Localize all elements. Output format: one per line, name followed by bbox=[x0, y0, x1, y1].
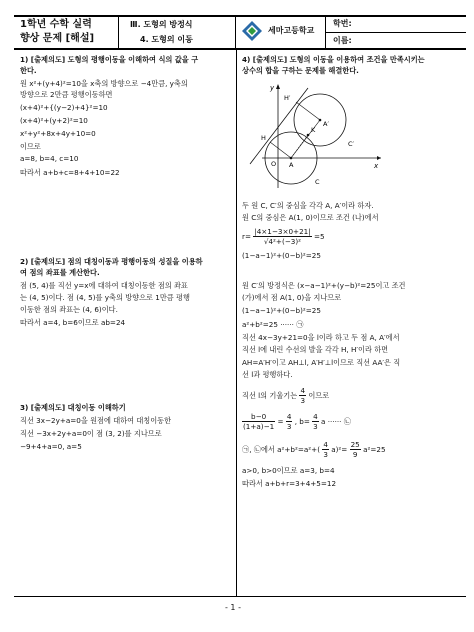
label-a-prime: A′ bbox=[323, 120, 329, 128]
q1-line-3: (x+4)²+{(y−2)+4}²=10 bbox=[20, 103, 108, 112]
radius-numerator: |4×1−3×0+21| bbox=[254, 227, 311, 236]
q4-line-10: AH=A′H′이고 AH⊥l, A′H′⊥l이므로 직선 AA′은 직 bbox=[242, 358, 401, 367]
q2-intro: 2) [출제의도] 점의 대칭이동과 평행이동의 성질을 이용하 bbox=[20, 257, 203, 266]
l12-numerator: 4 bbox=[323, 440, 328, 449]
q4-line-6: (1−a−1)²+(0−b)²=25 bbox=[242, 306, 321, 315]
point-a-prime bbox=[319, 119, 322, 122]
q1-line-5: x²+y²+8x+4y+10=0 bbox=[20, 129, 96, 138]
eq2-middle: , b= bbox=[294, 417, 310, 426]
q1-line-4: (x+4)²+(y+2)²=10 bbox=[20, 116, 88, 125]
q1-line-7: a=8, b=4, c=10 bbox=[20, 154, 79, 163]
radius-lhs: r= bbox=[242, 232, 251, 241]
slope-postfix: 이므로 bbox=[308, 391, 330, 400]
geometry-figure bbox=[248, 80, 383, 195]
q3-line-2: 직선 −3x+2y+a=0이 점 (3, 2)를 지나므로 bbox=[20, 429, 162, 438]
y-axis-arrow-icon bbox=[276, 84, 280, 89]
q3-line-3: −9+4+a=0, a=5 bbox=[20, 442, 82, 451]
header-title-1: 1학년 수학 실력 bbox=[20, 19, 92, 30]
q4-line-4: 원 C′의 방정식은 (x−a−1)²+(y−b)²=25이고 조건 bbox=[242, 281, 406, 290]
q4-line-2: 원 C의 중심은 A(1, 0)이므로 조건 (나)에서 bbox=[242, 213, 379, 222]
q1-line-2: 방향으로 2만큼 평행이동하면 bbox=[20, 90, 113, 99]
eq2-numerator-3: 4 bbox=[313, 412, 318, 421]
q3-line-1: 직선 3x−2y+a=0을 원점에 대하여 대칭이동한 bbox=[20, 416, 172, 425]
label-a: A bbox=[289, 161, 294, 169]
x-axis-arrow-icon bbox=[377, 156, 381, 160]
radius-equation bbox=[242, 227, 325, 246]
q1-line-1: 원 x²+(y+4)²=10을 x축의 방향으로 −4만큼, y축의 bbox=[20, 79, 188, 88]
segment-ah bbox=[270, 142, 291, 158]
slope-denominator: 3 bbox=[300, 396, 306, 405]
label-h: H bbox=[261, 134, 266, 142]
point-a bbox=[290, 157, 293, 160]
column-divider bbox=[236, 50, 237, 596]
q2-line-4: 따라서 a=4, b=6이므로 ab=24 bbox=[20, 318, 126, 327]
radius-rhs: =5 bbox=[313, 232, 325, 241]
eq2-equals: = bbox=[277, 417, 284, 426]
eq2-numerator: b−0 bbox=[242, 412, 275, 422]
equation-2 bbox=[242, 412, 351, 431]
eq2-denominator: (1+a)−1 bbox=[243, 422, 275, 431]
line-l bbox=[250, 88, 308, 164]
q4-line-11: 선 l과 평행하다. bbox=[242, 370, 293, 379]
l12-suffix: a²=25 bbox=[363, 445, 386, 454]
q4-line-13: a>0, b>0이므로 a=3, b=4 bbox=[242, 466, 335, 475]
l12-denominator: 3 bbox=[323, 450, 328, 459]
slope-line bbox=[242, 386, 329, 405]
header-unit: Ⅲ. 도형의 방정식 bbox=[130, 20, 193, 29]
header-title-2: 향상 문제 [해설] bbox=[20, 33, 95, 44]
label-y: y bbox=[270, 84, 275, 92]
header-section: 4. 도형의 이동 bbox=[140, 35, 193, 44]
slope-numerator: 4 bbox=[300, 386, 306, 395]
label-x: x bbox=[374, 162, 379, 170]
q4-line-1: 두 원 C, C′의 중심을 각각 A, A′이라 하자. bbox=[242, 201, 374, 210]
label-c: C bbox=[315, 178, 320, 186]
radius-denominator: √4²+(−3)² bbox=[263, 237, 302, 246]
eq2-tail: a ······ ㉡ bbox=[321, 417, 351, 426]
q2-line-2: 는 (4, 5)이다. 점 (4, 5)를 y축의 방향으로 1만큼 평행 bbox=[20, 293, 190, 302]
q2-line-1: 점 (5, 4)를 직선 y=x에 대하여 대칭이동한 점의 좌표 bbox=[20, 281, 188, 290]
q4-line-14: 따라서 a+b+r=3+4+5=12 bbox=[242, 479, 337, 488]
q4-line-7: a²+b²=25 ······ ㉠ bbox=[242, 320, 304, 329]
school-name: 세마고등학교 bbox=[268, 26, 315, 35]
q1-intro: 1) [출제의도] 도형의 평행이동을 이해하여 식의 값을 구 bbox=[20, 55, 199, 64]
q4-intro: 4) [출제의도] 도형의 이동을 이용하여 조건을 만족시키는 bbox=[242, 55, 425, 64]
q2-intro-2: 여 점의 좌표를 계산한다. bbox=[20, 268, 100, 277]
page-number: - 1 - bbox=[225, 603, 241, 612]
q2-line-3: 이동한 점의 좌표는 (4, 6)이다. bbox=[20, 305, 118, 314]
l12-denominator-2: 9 bbox=[352, 450, 358, 459]
school-logo-icon bbox=[241, 20, 263, 42]
label-o: O bbox=[271, 160, 277, 168]
eq2-denominator-2: 3 bbox=[286, 422, 292, 431]
q4-line-5: (가)에서 점 A(1, 0)을 지나므로 bbox=[242, 293, 342, 302]
label-c-prime: C′ bbox=[348, 140, 355, 148]
label-k: K bbox=[311, 126, 316, 134]
q3-intro: 3) [출제의도] 대칭이동 이해하기 bbox=[20, 403, 126, 412]
q4-line-3: (1−a−1)²+(0−b)²=25 bbox=[242, 251, 321, 260]
point-k bbox=[307, 134, 310, 137]
l12-prefix: ㉠, ㉡에서 a²+b²=a²+( bbox=[242, 445, 321, 454]
segment-a-prime-h-prime bbox=[296, 102, 320, 120]
slope-prefix: 직선 l의 기울기는 bbox=[242, 391, 298, 400]
q1-line-8: 따라서 a+b+c=8+4+10=22 bbox=[20, 168, 120, 177]
q1-intro-2: 한다. bbox=[20, 66, 37, 75]
eq2-denominator-3: 3 bbox=[313, 422, 318, 431]
l12-middle: a)²= bbox=[331, 445, 348, 454]
label-h-prime: H′ bbox=[284, 94, 291, 102]
q4-line-9: 직선 l에 내린 수선의 발을 각각 H, H′이라 하면 bbox=[242, 345, 389, 354]
q4-line-8: 직선 4x−3y+21=0을 l이라 하고 두 점 A, A′에서 bbox=[242, 333, 400, 342]
student-id-label: 학번: bbox=[333, 19, 352, 28]
student-name-label: 이름: bbox=[333, 36, 352, 45]
q1-line-6: 이므로 bbox=[20, 142, 41, 151]
eq2-numerator-2: 4 bbox=[286, 412, 292, 421]
q4-line-12 bbox=[242, 440, 386, 459]
q4-intro-2: 상수의 합을 구하는 문제를 해결한다. bbox=[242, 66, 359, 75]
l12-numerator-2: 25 bbox=[350, 440, 360, 449]
